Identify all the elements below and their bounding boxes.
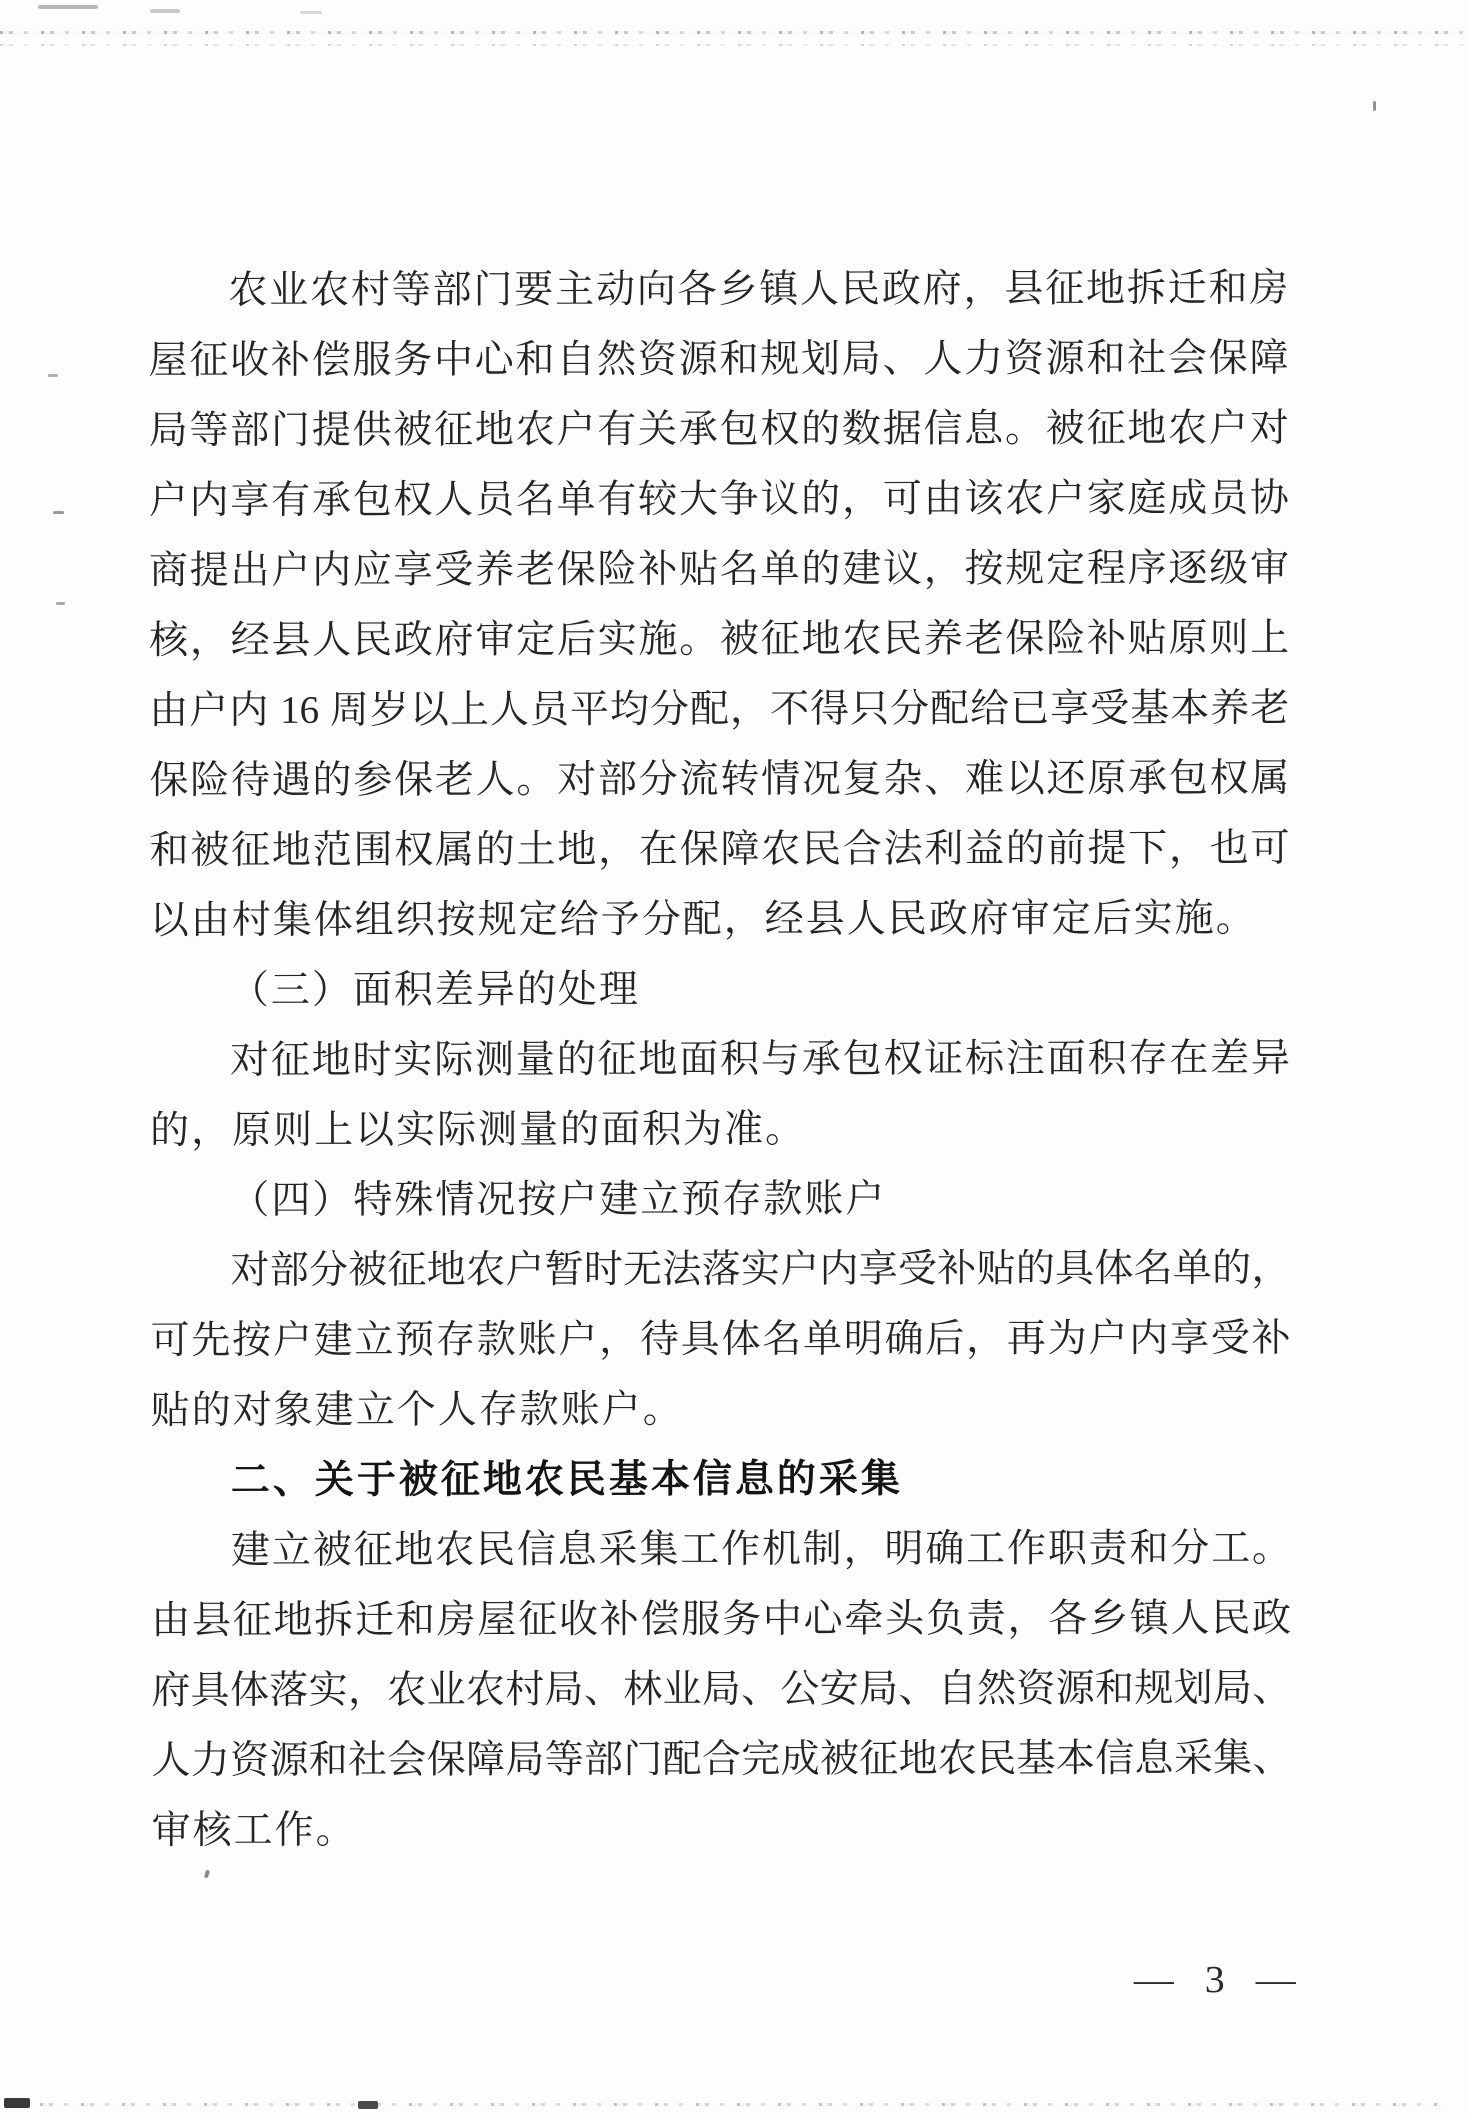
scan-speck bbox=[1373, 101, 1376, 111]
text-line: 保险待遇的参保老人。对部分流转情况复杂、难以还原承包权属 bbox=[149, 756, 1290, 803]
text-line: 对征地时实际测量的征地面积与承包权证标注面积存在差异 bbox=[229, 1036, 1291, 1083]
text-line: 可先按户建立预存款账户，待具体名单明确后，再为户内享受补 bbox=[150, 1316, 1291, 1363]
page-number: — 3 — bbox=[1133, 1959, 1307, 2001]
text-line: 局等部门提供被征地农户有关承包权的数据信息。被征地农户对 bbox=[148, 406, 1289, 453]
scan-noise-top-line-2 bbox=[0, 44, 1468, 46]
scan-speck bbox=[38, 5, 98, 9]
text-line: 农业农村等部门要主动向各乡镇人民政府，县征地拆迁和房 bbox=[228, 266, 1289, 313]
scan-speck bbox=[358, 2101, 378, 2109]
text-line: 商提出户内应享受养老保险补贴名单的建议，按规定程序逐级审 bbox=[148, 546, 1290, 593]
text-line: 的，原则上以实际测量的面积为准。 bbox=[150, 1107, 807, 1153]
text-line: 由县征地拆迁和房屋征收补偿服务中心牵头负责，各乡镇人民政 bbox=[151, 1596, 1292, 1643]
text-line: 对部分被征地农户暂时无法落实户内享受补贴的具体名单的， bbox=[230, 1246, 1291, 1293]
scan-speck bbox=[300, 11, 322, 14]
scan-noise-top-line bbox=[0, 31, 1468, 34]
scan-speck bbox=[4, 2098, 30, 2108]
text-line: 人力资源和社会保障局等部门配合完成被征地农民基本信息采集、 bbox=[151, 1736, 1292, 1783]
scan-speck bbox=[56, 602, 65, 605]
sub-heading-4: （四）特殊情况按户建立预存款账户 bbox=[230, 1177, 887, 1223]
text-line: 和被征地范围权属的土地，在保障农民合法利益的前提下，也可 bbox=[149, 826, 1290, 873]
text-line: 府具体落实，农业农村局、林业局、公安局、自然资源和规划局、 bbox=[151, 1666, 1292, 1713]
text-line: 贴的对象建立个人存款账户。 bbox=[150, 1388, 684, 1433]
scan-speck bbox=[204, 1870, 210, 1879]
text-line: 建立被征地农民信息采集工作机制，明确工作职责和分工。 bbox=[230, 1526, 1292, 1573]
scan-speck bbox=[150, 9, 180, 13]
scan-speck bbox=[53, 511, 64, 514]
text-line: 审核工作。 bbox=[151, 1808, 357, 1853]
text-line: 核，经县人民政府审定后实施。被征地农民养老保险补贴原则上 bbox=[149, 616, 1290, 663]
scan-speck bbox=[48, 374, 58, 377]
section-heading-2: 二、关于被征地农民基本信息的采集 bbox=[230, 1457, 903, 1503]
scan-noise-bottom-line bbox=[40, 2103, 1442, 2106]
text-line: 以由村集体组织按规定给予分配，经县人民政府审定后实施。 bbox=[149, 896, 1257, 943]
sub-heading-3: （三）面积差异的处理 bbox=[229, 968, 640, 1013]
text-line: 屋征收补偿服务中心和自然资源和规划局、人力资源和社会保障 bbox=[148, 336, 1289, 383]
document-text-block bbox=[148, 254, 1291, 1866]
text-line: 由户内 16 周岁以上人员平均分配，不得只分配给已享受基本养老 bbox=[149, 686, 1290, 733]
text-line: 户内享有承包权人员名单有较大争议的，可由该农户家庭成员协 bbox=[148, 476, 1289, 523]
